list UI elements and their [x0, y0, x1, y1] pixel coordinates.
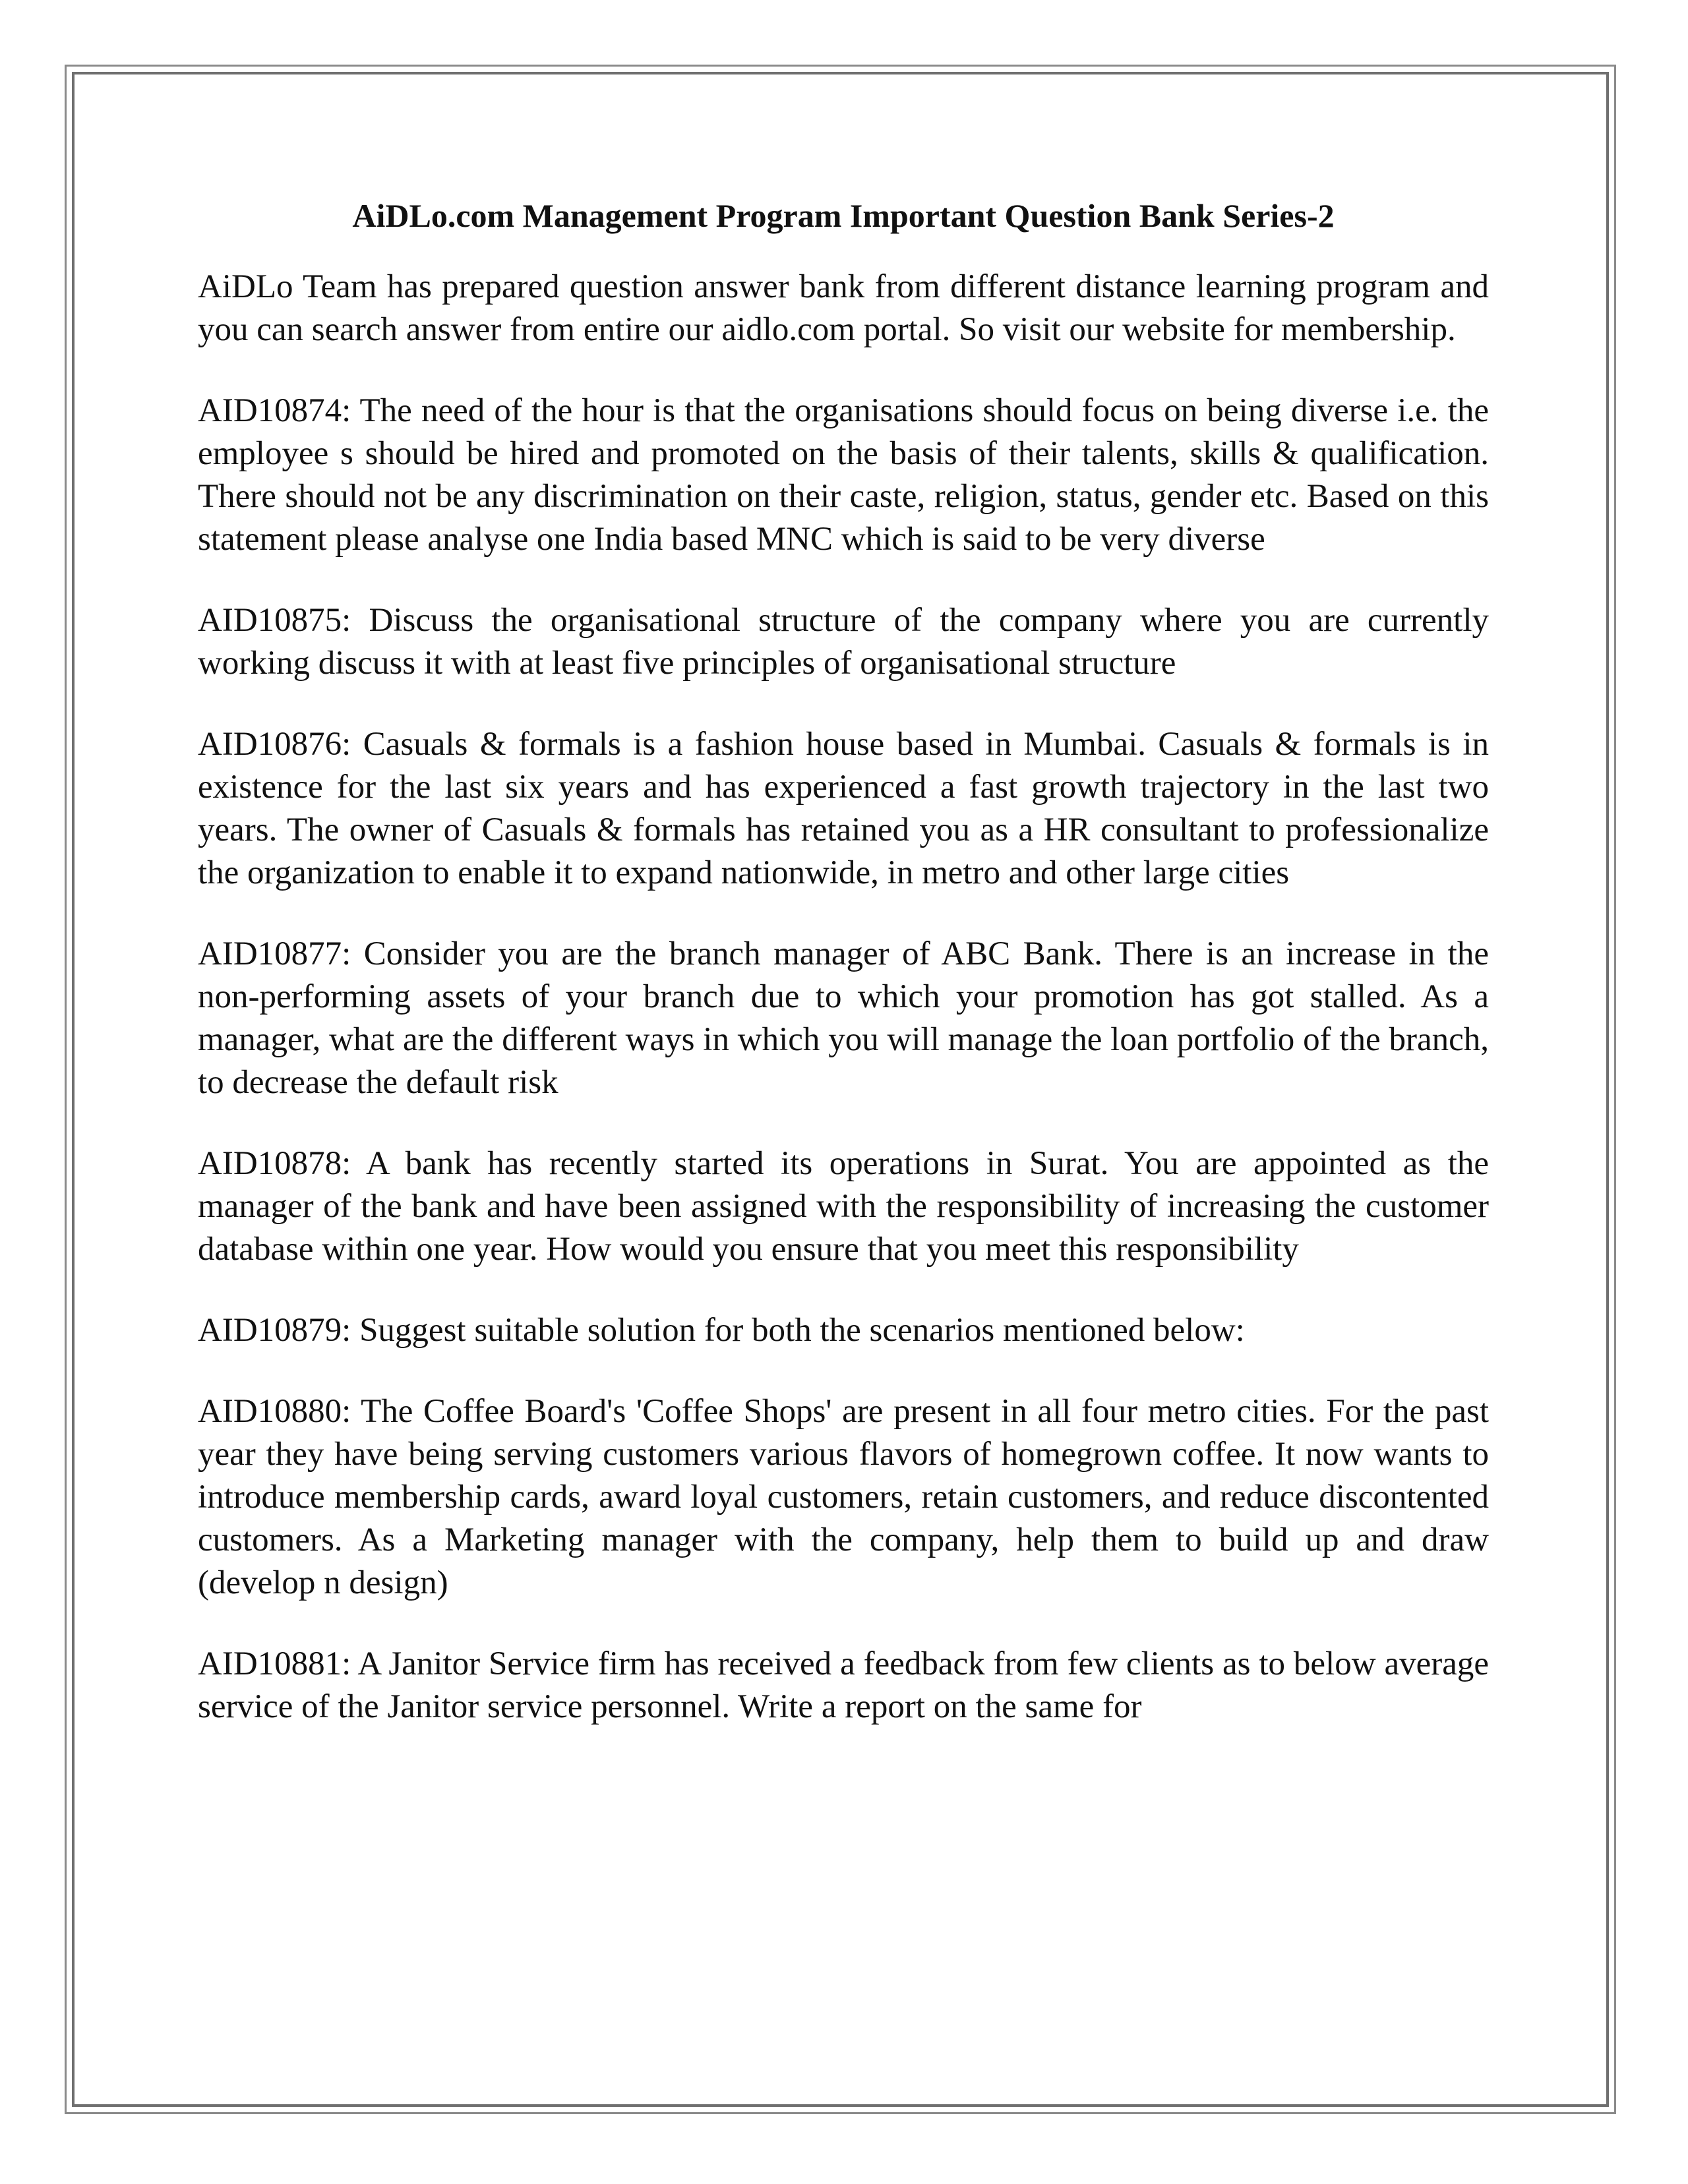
question-aid10879: AID10879: Suggest suitable solution for both the scenarios mentioned below:	[198, 1312, 1245, 1349]
question-aid10875: AID10875: Discuss the organisational structure of the company where you are currently working discuss it with at least five principles of organisational structure	[198, 602, 1489, 682]
document-body	[198, 194, 1489, 1767]
document-title: AiDLo.com Management Program Important Question Bank Series-2	[352, 197, 1335, 234]
question-aid10878: AID10878: A bank has recently started its operations in Surat. You are appointed as the manager of the bank and have been assigned with the responsibility of increasing the customer database within one year. How would you ensure that you meet this responsibility	[198, 1145, 1489, 1268]
question-aid10881: AID10881: A Janitor Service firm has received a feedback from few clients as to below average service of the Janitor service personnel. Write a report on the same for	[198, 1645, 1489, 1725]
intro-paragraph: AiDLo Team has prepared question answer bank from different distance learning program and you can search answer from entire our aidlo.com portal. So visit our website for membership.	[198, 268, 1489, 348]
question-aid10880: AID10880: The Coffee Board's 'Coffee Shops' are present in all four metro cities. For the past year they have being serving customers various flavors of homegrown coffee. It now wants to introduce membership cards, award loyal customers, retain customers, and reduce discontented customers. As a Marketing manager with the company, help them to build up and draw (develop n design)	[198, 1393, 1489, 1601]
question-aid10877: AID10877: Consider you are the branch manager of ABC Bank. There is an increase in the non-performing assets of your branch due to which your promotion has got stalled. As a manager, what are the different ways in which you will manage the loan portfolio of the branch, to decrease the default risk	[198, 935, 1489, 1101]
question-aid10874: AID10874: The need of the hour is that the organisations should focus on being diverse i.e. the employee s should be hired and promoted on the basis of their talents, skills & qualification. There should not be any discrimination on their caste, religion, status, gender etc. Based on this statement please analyse one India based MNC which is said to be very diverse	[198, 392, 1489, 558]
question-aid10876: AID10876: Casuals & formals is a fashion house based in Mumbai. Casuals & formals is in existence for the last six years and has experienced a fast growth trajectory in the last two years. The owner of Casuals & formals has retained you as a HR consultant to professionalize the organization to enable it to expand nationwide, in metro and other large cities	[198, 726, 1489, 891]
